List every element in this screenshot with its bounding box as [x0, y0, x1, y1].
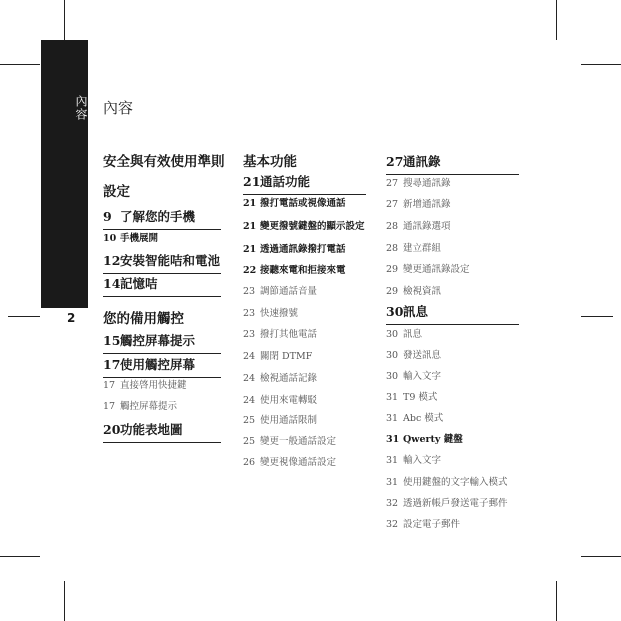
toc-entry: [386, 408, 519, 431]
toc-entry-title: 透過新帳戶發送電子郵件: [403, 498, 508, 509]
toc-page-number: 27: [386, 178, 399, 189]
toc-page-number: 21: [243, 198, 257, 209]
toc-entry-title: 通訊錄: [403, 154, 441, 169]
toc-page-number: 31: [386, 413, 399, 424]
toc-entry-title: T9 模式: [403, 392, 438, 403]
toc-entry-title: 撥打電話或視像通話: [260, 198, 346, 209]
toc-entry-title: 通話功能: [260, 174, 311, 189]
toc-entry: [243, 368, 366, 391]
crop-mark: [581, 556, 621, 557]
toc-page-number: 25: [243, 436, 256, 447]
toc-page-number: 28: [386, 243, 399, 254]
crop-mark: [8, 316, 40, 317]
toc-page-number: 17: [103, 380, 116, 391]
toc-entry: [103, 375, 221, 398]
toc-entry: [386, 514, 519, 537]
toc-entry-title: 直接啓用快捷鍵: [120, 380, 187, 391]
toc-entry: [386, 387, 519, 410]
toc-page-number: 30: [386, 371, 399, 382]
toc-page-number: 21: [243, 174, 261, 189]
toc-entry-title: 安裝智能咭和電池: [120, 253, 221, 268]
toc-entry: [386, 429, 519, 452]
toc-entry: [243, 324, 366, 347]
toc-entry-title: 檢視通話記錄: [260, 373, 318, 384]
toc-heading: [103, 308, 221, 331]
crop-mark: [581, 316, 613, 317]
crop-mark: [0, 64, 40, 65]
toc-entry-title: 搜尋通訊錄: [403, 178, 451, 189]
toc-entry-title: 設定電子郵件: [403, 519, 461, 530]
toc-entry-title: 透過通訊錄撥打電話: [260, 244, 346, 255]
toc-entry-title: 觸控屏幕提示: [120, 333, 196, 348]
toc-page-number: 17: [103, 401, 116, 412]
toc-page-number: 30: [386, 329, 399, 340]
toc-entry-title: 關閉 DTMF: [260, 351, 313, 362]
toc-entry-title: 變更通訊錄設定: [403, 264, 470, 275]
toc-entry: [386, 259, 519, 282]
section-tab-label: 內容: [74, 95, 88, 121]
section-tab: [41, 40, 88, 308]
toc-page-number: 29: [386, 286, 399, 297]
toc-entry-title: 建立群組: [403, 243, 442, 254]
toc-page-number: 21: [243, 244, 257, 255]
toc-entry-title: 輸入文字: [403, 371, 442, 382]
toc-heading: [103, 151, 225, 174]
crop-mark: [0, 556, 40, 557]
toc-entry: [243, 431, 366, 454]
toc-entry-title: 了解您的手機: [120, 209, 196, 224]
toc-entry: [103, 419, 221, 443]
toc-entry-title: 安全與有效使用準則: [103, 154, 225, 170]
toc-entry-title: 撥打其他電話: [260, 329, 318, 340]
page-number: 2: [67, 311, 76, 325]
toc-entry-title: 變更視像通話設定: [260, 457, 337, 468]
toc-entry: [386, 450, 519, 473]
toc-entry-title: 您的備用觸控: [103, 311, 184, 327]
toc-entry-title: 基本功能: [243, 154, 297, 170]
toc-entry: [243, 281, 366, 304]
toc-entry-title: 手機展開: [120, 233, 159, 244]
toc-page-number: 32: [386, 519, 399, 530]
toc-entry-title: 調節通話音量: [260, 286, 318, 297]
toc-entry: [386, 238, 519, 261]
toc-entry-title: 接聽來電和拒接來電: [260, 265, 346, 276]
toc-page-number: 24: [243, 351, 256, 362]
crop-mark: [64, 0, 65, 40]
toc-page-number: 15: [103, 333, 121, 348]
toc-entry-title: 快速撥號: [260, 308, 299, 319]
toc-entry-title: 使用來電轉駁: [260, 395, 318, 406]
toc-page-number: 23: [243, 329, 256, 340]
crop-mark: [581, 64, 621, 65]
toc-entry: [243, 171, 366, 195]
crop-mark: [556, 0, 557, 40]
toc-page-number: 25: [243, 415, 256, 426]
toc-page-number: 31: [386, 434, 400, 445]
toc-entry: [103, 206, 221, 230]
toc-entry-title: 檢視資訊: [403, 286, 442, 297]
toc-page-number: 14: [103, 276, 121, 291]
toc-entry: [243, 193, 366, 216]
toc-page-number: 22: [243, 265, 257, 276]
toc-page-number: 30: [386, 304, 404, 319]
toc-entry-title: 設定: [103, 184, 130, 200]
toc-page-number: 27: [386, 199, 399, 210]
toc-page-number: 23: [243, 286, 256, 297]
toc-entry: [243, 239, 366, 262]
toc-page-number: 23: [243, 308, 256, 319]
toc-entry: [243, 346, 366, 369]
toc-entry: [386, 345, 519, 368]
toc-entry: [243, 303, 366, 326]
toc-entry-title: 記憶咭: [120, 276, 158, 291]
toc-entry: [243, 410, 366, 433]
toc-entry: [243, 216, 366, 239]
toc-entry-title: 變更一般通話設定: [260, 436, 337, 447]
crop-mark: [556, 581, 557, 621]
toc-page-number: 31: [386, 477, 399, 488]
toc-page-number: 32: [386, 498, 399, 509]
toc-entry: [103, 330, 221, 354]
toc-page-number: 27: [386, 154, 404, 169]
toc-entry: [386, 194, 519, 217]
toc-entry-title: 使用通話限制: [260, 415, 318, 426]
toc-entry-title: 觸控屏幕提示: [120, 401, 178, 412]
toc-page-number: 31: [386, 455, 399, 466]
toc-entry-title: 發送訊息: [403, 350, 442, 361]
toc-page-number: 28: [386, 221, 399, 232]
toc-entry: [386, 472, 519, 495]
toc-entry: [386, 301, 519, 325]
toc-page-number: 29: [386, 264, 399, 275]
toc-entry-title: 功能表地圖: [120, 422, 183, 437]
toc-entry: [103, 273, 221, 297]
toc-entry-title: Qwerty 鍵盤: [403, 434, 463, 445]
toc-entry-title: 訊息: [403, 329, 423, 340]
toc-entry-title: 新增通訊錄: [403, 199, 451, 210]
toc-entry: [103, 228, 221, 251]
toc-page-number: 31: [386, 392, 399, 403]
toc-entry: [386, 151, 519, 175]
toc-page-number: 9: [103, 209, 112, 224]
toc-entry: [386, 173, 519, 196]
toc-page-number: 24: [243, 373, 256, 384]
toc-page-number: 24: [243, 395, 256, 406]
toc-page-number: 21: [243, 221, 257, 232]
toc-entry-title: 使用鍵盤的文字輸入模式: [403, 477, 508, 488]
toc-entry: [386, 366, 519, 389]
toc-page-number: 26: [243, 457, 256, 468]
toc-entry: [243, 260, 366, 283]
page-title: 內容: [103, 99, 134, 117]
toc-page-number: 12: [103, 253, 121, 268]
toc-page-number: 10: [103, 233, 117, 244]
toc-heading: [103, 181, 221, 204]
toc-page-number: 20: [103, 422, 121, 437]
toc-entry-title: 變更撥號鍵盤的顯示設定: [260, 221, 365, 232]
toc-entry: [103, 354, 221, 378]
toc-page-number: 17: [103, 357, 121, 372]
crop-mark: [64, 581, 65, 621]
toc-entry: [243, 452, 366, 475]
toc-entry: [386, 216, 519, 239]
toc-entry: [386, 324, 519, 347]
toc-entry: [103, 250, 221, 274]
toc-page-number: 30: [386, 350, 399, 361]
toc-entry-title: Abc 模式: [403, 413, 444, 424]
toc-entry: [386, 493, 519, 516]
toc-entry-title: 訊息: [403, 304, 429, 319]
toc-entry-title: 通訊錄選項: [403, 221, 451, 232]
toc-entry: [103, 396, 221, 419]
toc-entry-title: 使用觸控屏幕: [120, 357, 196, 372]
toc-entry-title: 輸入文字: [403, 455, 442, 466]
